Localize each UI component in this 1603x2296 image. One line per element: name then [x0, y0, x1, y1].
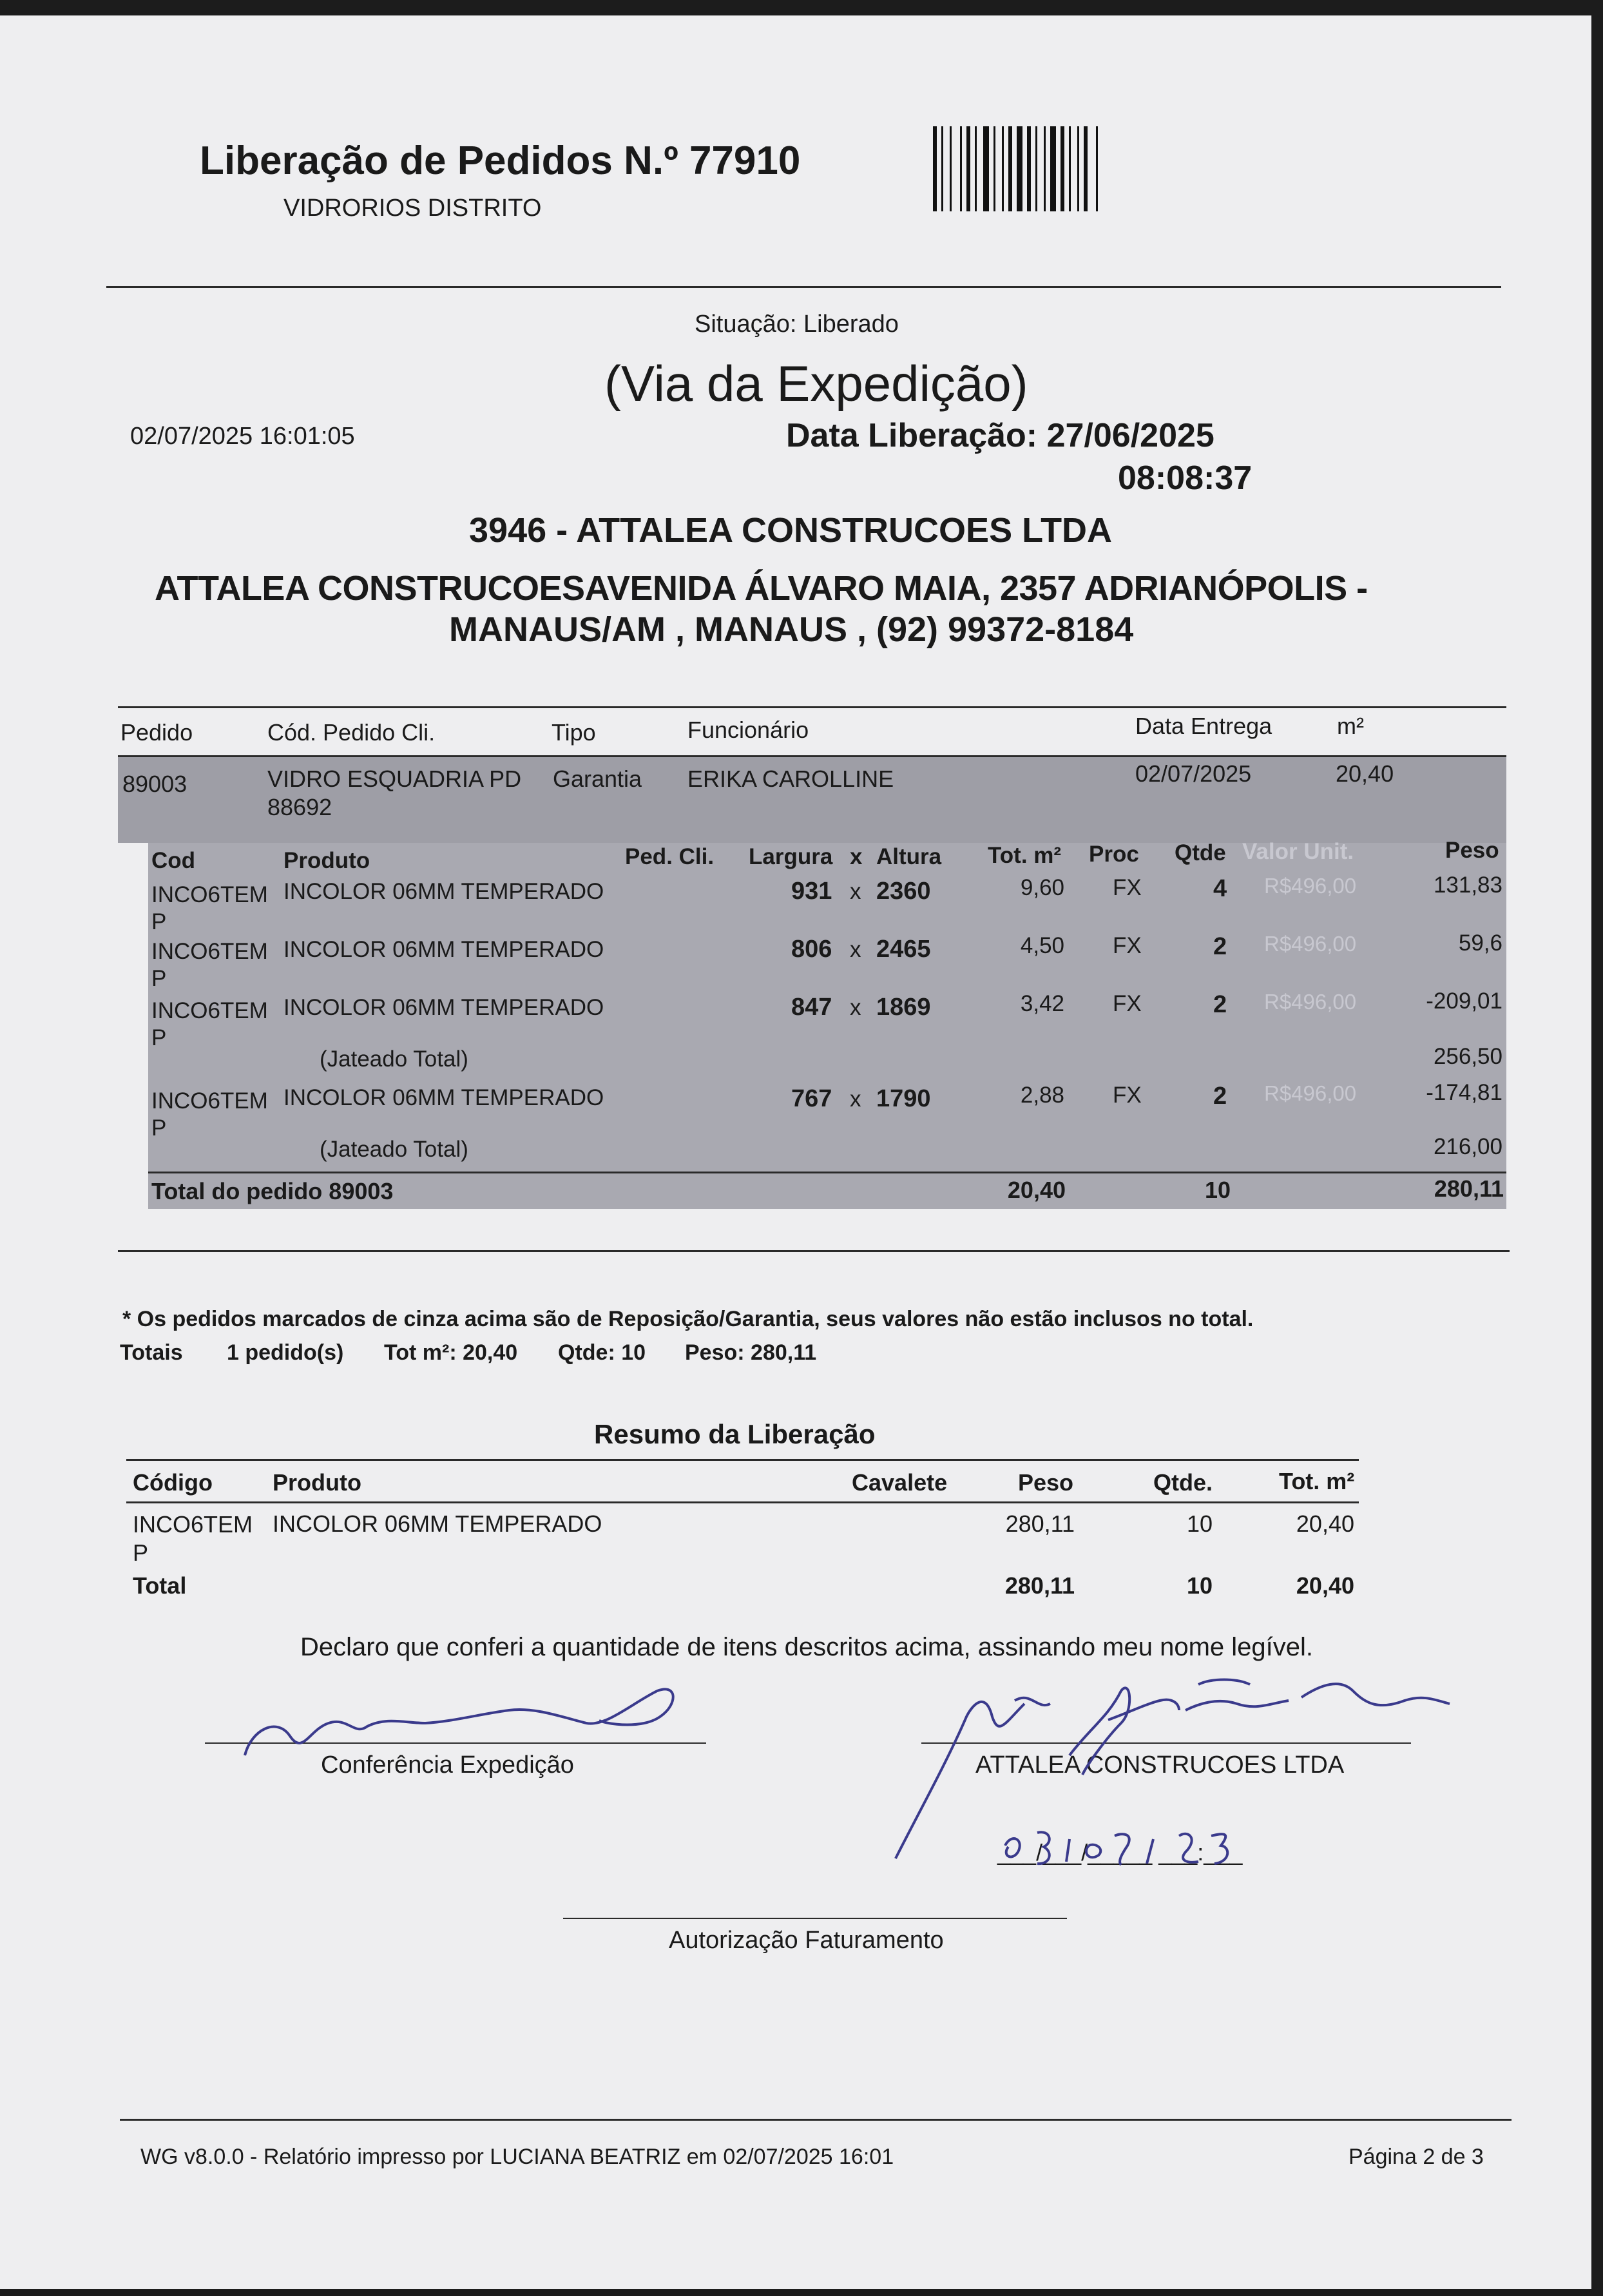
summary-header-line — [126, 1501, 1359, 1503]
totals-peso: Peso: 280,11 — [685, 1340, 817, 1365]
summary-total-tot-m2: 20,40 — [1296, 1572, 1354, 1599]
declaration-text: Declaro que conferi a quantidade de itens descritos acima, assinando meu nome legível. — [300, 1633, 1314, 1661]
item-2-peso: 59,6 — [1458, 931, 1502, 956]
summary-col-peso: Peso — [1018, 1469, 1074, 1496]
print-datetime: 02/07/2025 16:01:05 — [130, 423, 355, 450]
items-col-peso: Peso — [1445, 838, 1499, 863]
client-name: 3946 - ATTALEA CONSTRUCOES LTDA — [469, 511, 1113, 550]
item-3-cod: INCO6TEM P — [151, 998, 268, 1050]
via-label: (Via da Expedição) — [604, 355, 1028, 412]
items-col-ped-cli: Ped. Cli. — [625, 844, 715, 869]
item-1-tot-m2: 9,60 — [1020, 875, 1064, 900]
item-1-proc: FX — [1113, 875, 1142, 900]
summary-title: Resumo da Liberação — [594, 1419, 876, 1449]
item-4-tot-m2: 2,88 — [1020, 1083, 1064, 1108]
item-3-produto: INCOLOR 06MM TEMPERADO — [283, 995, 604, 1020]
summary-row-tot-m2: 20,40 — [1296, 1510, 1354, 1537]
summary-col-cavalete: Cavalete — [852, 1469, 948, 1496]
item-4-produto: INCOLOR 06MM TEMPERADO — [283, 1085, 604, 1110]
item-1-cod: INCO6TEM P — [151, 882, 268, 934]
items-col-cod: Cod — [151, 848, 196, 873]
client-city-phone: MANAUS/AM , MANAUS , (92) 99372-8184 — [449, 610, 1134, 649]
company-subtitle: VIDRORIOS DISTRITO — [283, 195, 542, 222]
order-pedido: 89003 — [122, 771, 187, 797]
items-col-valor-unit: Valor Unit. — [1242, 839, 1354, 864]
col-funcionario: Funcionário — [687, 717, 809, 743]
item-1-altura: 2360 — [876, 878, 931, 905]
order-total-label: Total do pedido 89003 — [151, 1178, 394, 1204]
item-1-peso: 131,83 — [1433, 873, 1502, 898]
divider-top — [106, 286, 1501, 288]
item-4-qtde: 2 — [1213, 1083, 1227, 1110]
items-col-altura: Altura — [876, 844, 942, 869]
order-m2: 20,40 — [1336, 760, 1394, 787]
order-funcionario: ERIKA CAROLLINE — [687, 766, 894, 792]
item-3-peso: -209,01 — [1426, 989, 1502, 1014]
items-col-produto: Produto — [283, 848, 370, 873]
status-text: Situação: Liberado — [695, 311, 899, 338]
item-4-extra-peso: 216,00 — [1433, 1134, 1502, 1159]
signature-label-faturamento: Autorização Faturamento — [669, 1927, 944, 1954]
signature-date-blank: ___/___/_____ ___:___ — [997, 1839, 1243, 1866]
signature-line-faturamento — [563, 1918, 1067, 1919]
item-2-qtde: 2 — [1213, 933, 1227, 960]
items-col-x: x — [850, 844, 863, 869]
order-header-top-line — [118, 706, 1506, 708]
items-col-largura: Largura — [749, 844, 833, 869]
item-1-valor-unit: R$496,00 — [1264, 874, 1357, 898]
col-pedido: Pedido — [120, 719, 193, 746]
order-cod-cli: VIDRO ESQUADRIA PD — [267, 766, 522, 792]
item-4-peso: -174,81 — [1426, 1080, 1502, 1105]
summary-top-line — [126, 1459, 1359, 1461]
item-3-valor-unit: R$496,00 — [1264, 990, 1357, 1014]
order-tipo: Garantia — [553, 766, 642, 792]
summary-total-qtde: 10 — [1187, 1572, 1213, 1599]
order-total-m2: 20,40 — [1007, 1177, 1066, 1203]
item-3-extra-peso: 256,50 — [1433, 1044, 1502, 1069]
order-data-entrega: 02/07/2025 — [1135, 760, 1252, 787]
item-2-altura: 2465 — [876, 936, 931, 963]
summary-total-peso: 280,11 — [1004, 1572, 1075, 1599]
release-date: Data Liberação: 27/06/2025 — [786, 417, 1214, 454]
document-title: Liberação de Pedidos N.º 77910 — [200, 139, 801, 183]
item-2-valor-unit: R$496,00 — [1264, 932, 1357, 956]
col-m2: m² — [1337, 713, 1364, 739]
item-3-proc: FX — [1113, 991, 1142, 1016]
summary-col-produto: Produto — [273, 1469, 361, 1496]
item-4-largura: 767 — [791, 1085, 832, 1112]
item-4-x: x — [850, 1086, 861, 1112]
handwritten-date — [992, 1807, 1289, 1878]
summary-row-peso: 280,11 — [1005, 1510, 1075, 1537]
divider-after-order — [118, 1250, 1510, 1252]
summary-col-tot-m2: Tot. m² — [1279, 1468, 1355, 1494]
summary-row-codigo: INCO6TEM P — [133, 1511, 253, 1566]
item-4-altura: 1790 — [876, 1085, 931, 1112]
item-3-altura: 1869 — [876, 994, 931, 1021]
totals-m2: Tot m²: 20,40 — [384, 1340, 518, 1365]
item-2-tot-m2: 4,50 — [1020, 933, 1064, 958]
handwritten-signature-expedicao — [238, 1678, 689, 1775]
summary-col-qtde: Qtde. — [1153, 1469, 1213, 1496]
item-2-largura: 806 — [791, 936, 832, 963]
release-time: 08:08:37 — [1118, 459, 1253, 497]
item-2-proc: FX — [1113, 933, 1142, 958]
item-3-extra: (Jateado Total) — [320, 1047, 468, 1072]
item-1-produto: INCOLOR 06MM TEMPERADO — [283, 879, 604, 904]
client-address: ATTALEA CONSTRUCOESAVENIDA ÁLVARO MAIA, 2357 ADRIANÓPOLIS - — [155, 569, 1368, 608]
item-4-proc: FX — [1113, 1083, 1142, 1108]
items-col-qtde: Qtde — [1175, 840, 1226, 865]
gray-note: * Os pedidos marcados de cinza acima são de Reposição/Garantia, seus valores não estão inclusos no total. — [122, 1307, 1254, 1331]
signature-label-expedicao: Conferência Expedição — [321, 1751, 574, 1779]
barcode-icon — [933, 126, 1180, 211]
summary-col-codigo: Código — [133, 1469, 213, 1496]
item-1-largura: 931 — [791, 878, 832, 905]
order-row-top-line — [118, 755, 1506, 757]
col-data-entrega: Data Entrega — [1135, 713, 1272, 739]
summary-row-qtde: 10 — [1187, 1510, 1213, 1537]
order-total-peso: 280,11 — [1434, 1175, 1504, 1202]
items-col-tot-m2: Tot. m² — [988, 843, 1062, 868]
item-2-cod: INCO6TEM P — [151, 939, 268, 991]
footer-page-number: Página 2 de 3 — [1349, 2145, 1484, 2169]
item-1-x: x — [850, 879, 861, 904]
order-total-qtde: 10 — [1205, 1177, 1231, 1203]
item-3-x: x — [850, 995, 861, 1020]
item-4-cod: INCO6TEM P — [151, 1088, 268, 1141]
summary-total-label: Total — [133, 1572, 187, 1599]
item-3-qtde: 2 — [1213, 991, 1227, 1018]
item-2-x: x — [850, 937, 861, 962]
summary-row-produto: INCOLOR 06MM TEMPERADO — [273, 1510, 602, 1537]
items-col-proc: Proc — [1089, 842, 1139, 867]
col-tipo: Tipo — [552, 719, 596, 746]
item-2-produto: INCOLOR 06MM TEMPERADO — [283, 937, 604, 962]
footer-left-text: WG v8.0.0 - Relatório impresso por LUCIANA BEATRIZ em 02/07/2025 16:01 — [140, 2145, 894, 2169]
totals-qtde: Qtde: 10 — [558, 1340, 646, 1365]
footer-line — [120, 2119, 1512, 2121]
signature-label-cliente: ATTALEA CONSTRUCOES LTDA — [975, 1751, 1345, 1779]
document-page — [0, 15, 1591, 2289]
item-1-qtde: 4 — [1213, 875, 1227, 902]
item-3-tot-m2: 3,42 — [1020, 991, 1064, 1016]
item-4-extra: (Jateado Total) — [320, 1137, 468, 1162]
col-cod-pedido-cli: Cód. Pedido Cli. — [267, 719, 436, 746]
totals-pedidos: 1 pedido(s) — [227, 1340, 344, 1365]
item-3-largura: 847 — [791, 994, 832, 1021]
totals-label: Totais — [120, 1340, 183, 1365]
order-total-line — [148, 1172, 1506, 1173]
order-cod-cli-number: 88692 — [267, 794, 332, 820]
item-4-valor-unit: R$496,00 — [1264, 1081, 1357, 1105]
